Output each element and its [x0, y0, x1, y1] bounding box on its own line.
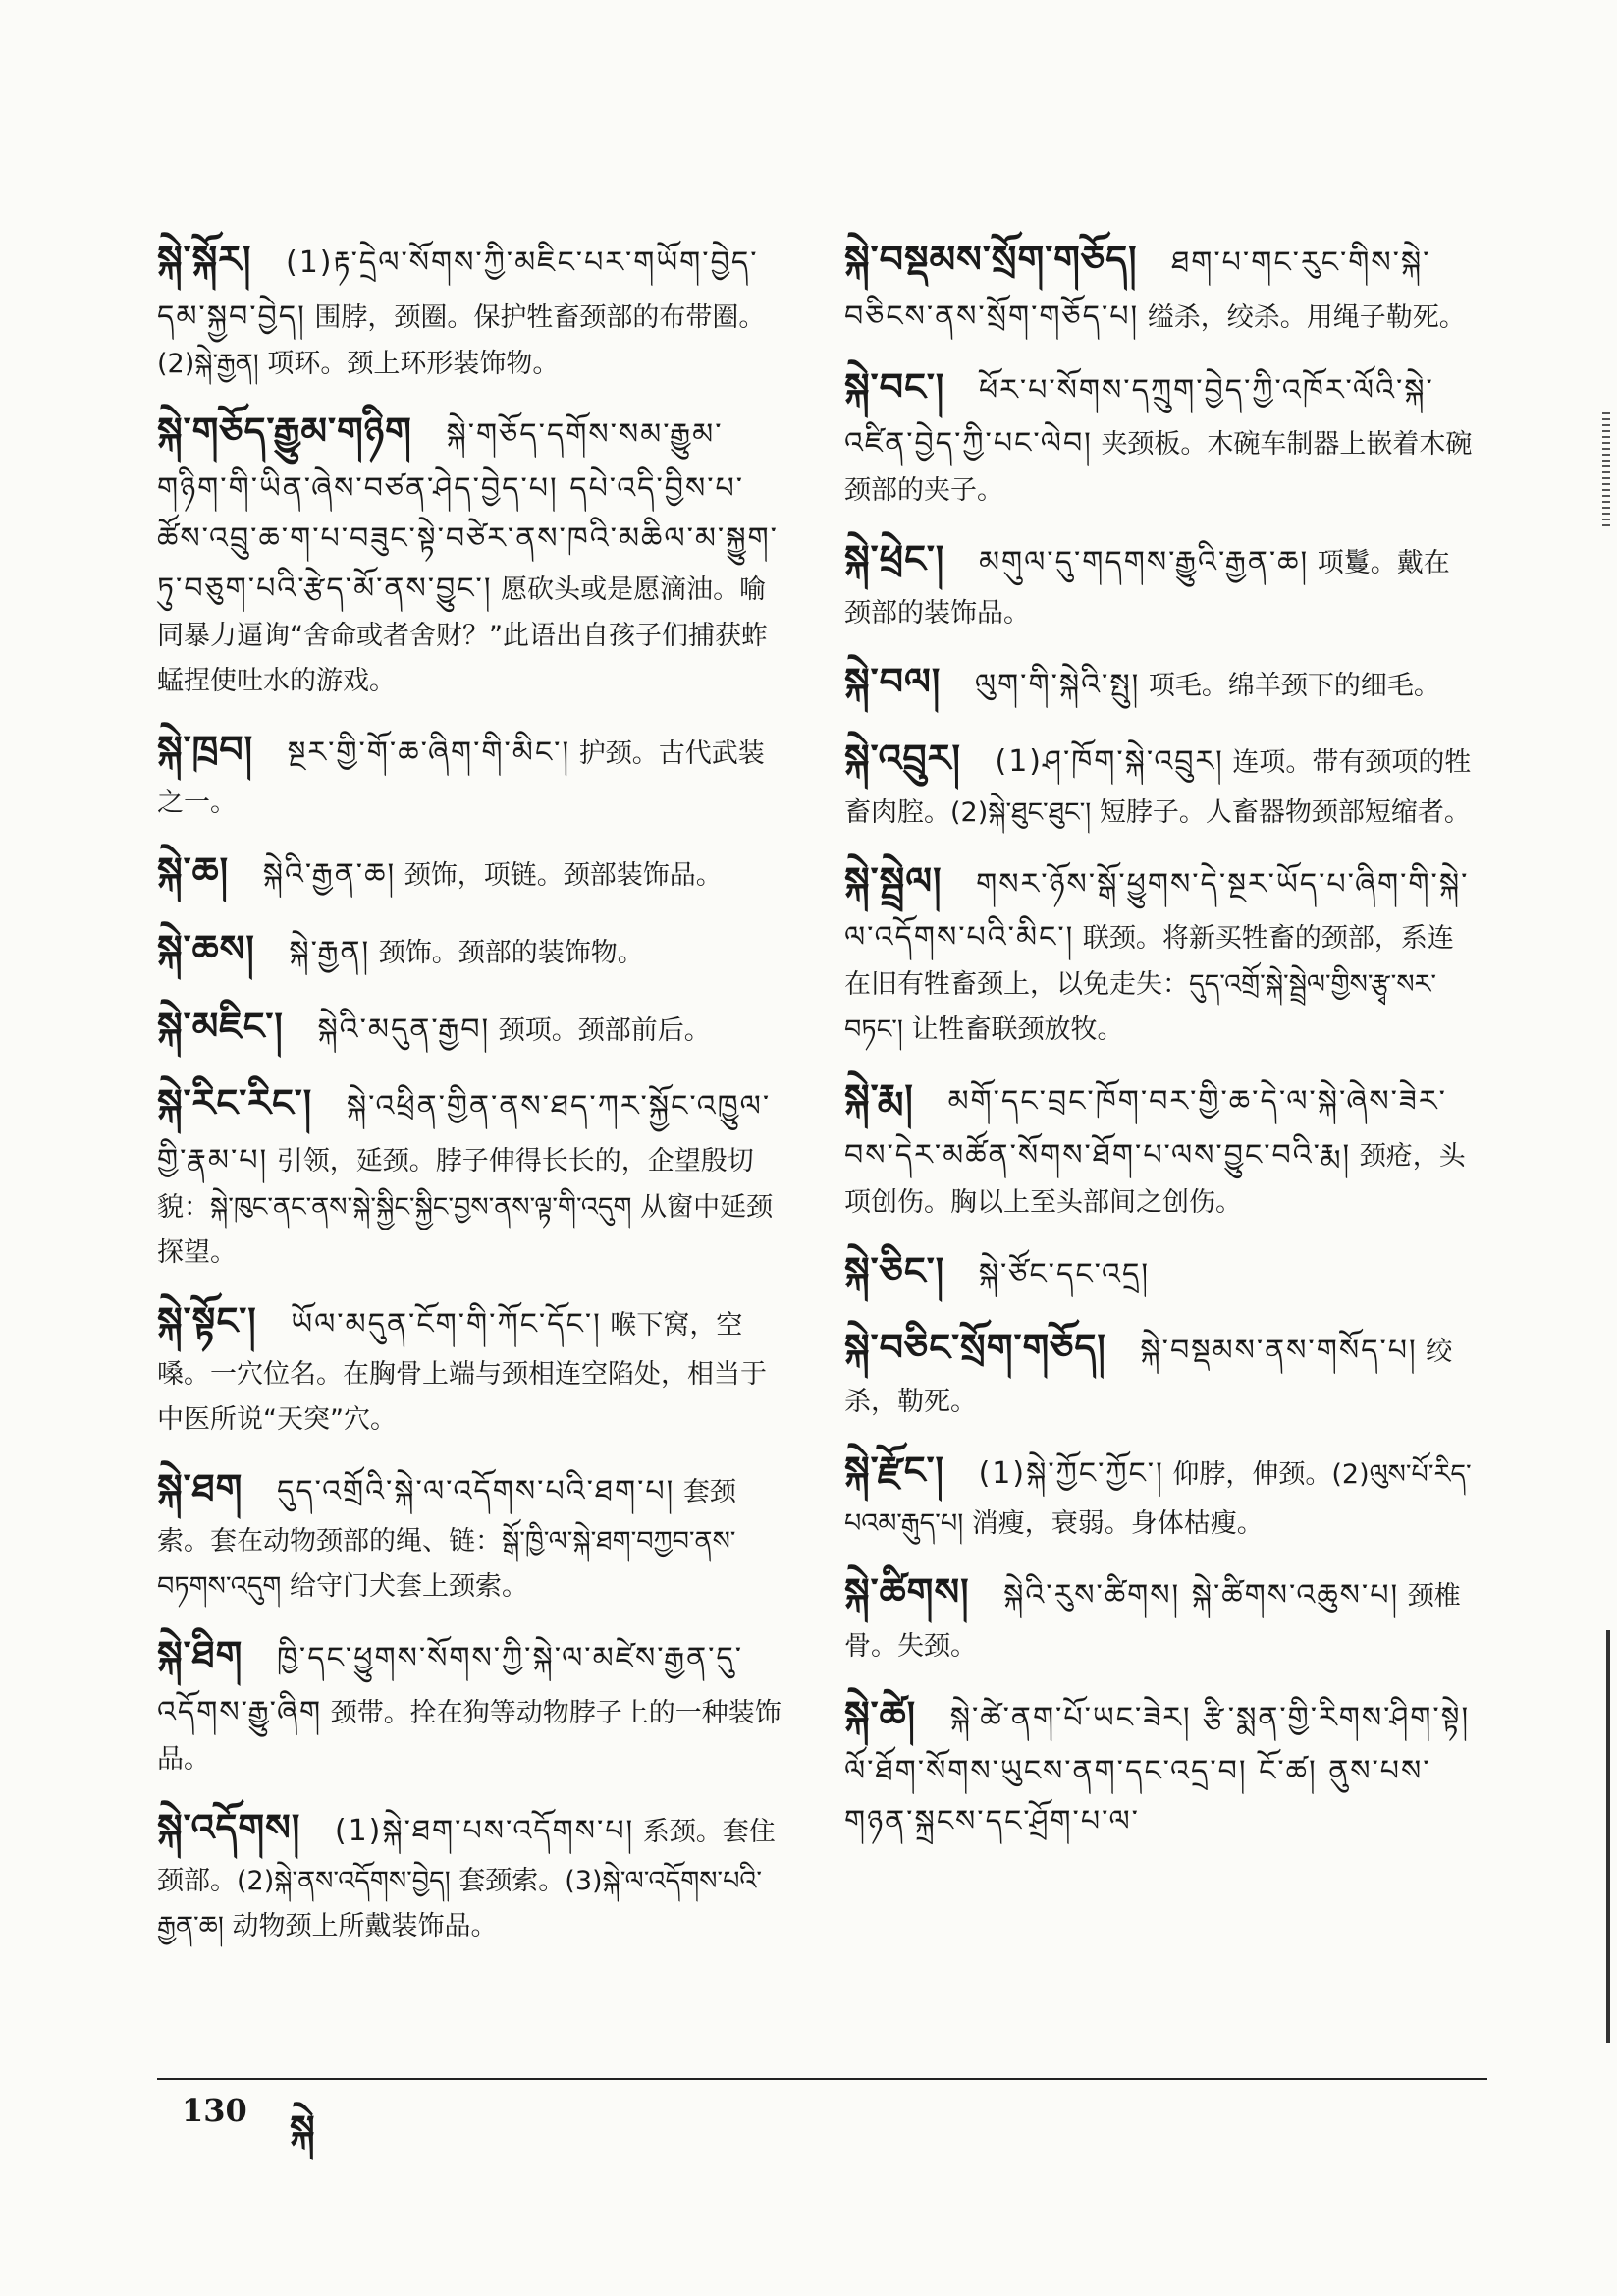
dictionary-entry [157, 1796, 785, 1949]
footer-rule [157, 2078, 1487, 2080]
dictionary-entry [157, 228, 785, 386]
page-letter: སྐེ [290, 2107, 315, 2151]
headword: སྐེ་ཚིགས། [844, 1570, 970, 1614]
page-number: 130 [182, 2092, 247, 2129]
headword: སྐེ་ཐིག [157, 1633, 243, 1677]
headword: སྐེ་སྐོར། [157, 238, 252, 281]
margin-tick-marks [1602, 412, 1610, 530]
chinese-definition: 系颈。套住颈部。(2)སྐེ་ནས་འདོགས་བྱེད། 套颈索。(3)སྐེ་ལ་འདོགས་པའི་རྒྱན་ཆ། 动物颈上所戴装饰品。 [157, 1816, 776, 1942]
chinese-definition: 颈饰，项链。颈部装饰品。 [404, 860, 723, 892]
headword: སྐེ་ཆ། [157, 849, 230, 894]
dictionary-entry [844, 1239, 1473, 1303]
tibetan-definition: ཁྱི་དང་ཕྱུགས་སོགས་ཀྱི་སྐེ་ལ་མཛེས་རྒྱན་དུ་འདོགས་རྒྱུ་ཞིག [157, 1641, 744, 1729]
dictionary-entry [157, 718, 785, 826]
dictionary-entry [844, 650, 1473, 714]
headword: སྐེ་ཚེ། [844, 1692, 917, 1736]
dictionary-entry [157, 1623, 785, 1781]
chinese-definition: 夹颈板。木碗车制器上嵌着木碗颈部的夹子。 [844, 429, 1473, 507]
tibetan-definition: (1)ཤ་ཁོག་སྐེ་འབྲུར། [995, 744, 1224, 780]
headword: སྐེ་ཅིང་། [844, 1248, 945, 1292]
headword: སྐེ་རྫོང་། [844, 1448, 944, 1492]
dictionary-entry [844, 849, 1473, 1053]
dictionary-entry [844, 1066, 1473, 1225]
dictionary-entry [844, 228, 1473, 342]
dictionary-entry [844, 1560, 1473, 1668]
headword: སྐེ་སྦྲེལ། [844, 858, 943, 902]
chinese-definition: 引领，延颈。脖子伸得长长的，企望殷切貌：སྐེ་ཁུང་ནང་ནས་སྐེ་སྐྱིང་སྐྱིང་བྱས་ནས་ལྟ་གི་འདུག 从窗中延颈探望。 [157, 1145, 774, 1268]
dictionary-entry [157, 1456, 785, 1610]
tibetan-definition: (1)རྟ་དྲེལ་སོགས་ཀྱི་མཇིང་པར་གཡོག་བྱེད་དམ་སྐྱབ་བྱེད། [157, 246, 759, 334]
headword: སྐེ་བལ། [844, 659, 942, 703]
tibetan-definition: སྐེ་ཙོང་དང་འདྲ། [978, 1256, 1150, 1291]
chinese-definition: 联颈。将新买牲畜的颈部，系连在旧有牲畜颈上，以免走失：དུད་འགྲོ་སྐེ་སྦྲེལ་གྱིས་རྩྭ་སར་བཏང་། 让牲畜联颈放牧。 [844, 923, 1454, 1046]
headword: སྐེ་ཆས། [157, 926, 255, 970]
chinese-definition: 护颈。古代武装之一。 [157, 738, 765, 819]
chinese-definition: 愿砍头或是愿滴油。喻同暴力逼询“舍命或者舍财？”此语出自孩子们捕获蚱蜢捏使吐水的游戏。 [157, 574, 768, 696]
headword: སྐེ་བང་། [844, 364, 945, 409]
chinese-definition: 项毛。绵羊颈下的细毛。 [1148, 670, 1440, 701]
headword: སྐེ་གཅོད་རྒྱུམ་གཉིག [157, 410, 412, 454]
dictionary-entry [844, 1316, 1473, 1424]
headword: སྐེ་མཇིང་། [157, 1004, 284, 1048]
left-column [157, 228, 785, 1963]
headword: སྐེ་རྨ། [844, 1076, 914, 1121]
chinese-definition: 颈带。拴在狗等动物脖子上的一种装饰品。 [157, 1697, 782, 1775]
tibetan-definition: སྐེའི་རུས་ཚིགས། སྐེ་ཚིགས་འཆུས་པ། [1003, 1578, 1400, 1613]
tibetan-definition: སྐེ་རྒྱན། [289, 934, 371, 969]
dictionary-entry [157, 1071, 785, 1275]
chinese-definition: 缢杀，绞杀。用绳子勒死。 [1147, 301, 1466, 333]
tibetan-definition: མགུལ་དུ་གདགས་རྒྱུའི་རྒྱན་ཆ། [978, 545, 1310, 580]
dictionary-entry [157, 1289, 785, 1443]
dictionary-entry [844, 1683, 1473, 1847]
headword: སྐེ་འདོགས། [157, 1805, 301, 1849]
tibetan-definition: ཡོལ་མདུན་ངོག་གི་ཀོང་དོང་། [291, 1306, 602, 1341]
headword: སྐེ་ཐག [157, 1465, 243, 1509]
headword: སྐེ་བཅིང་སྲོག་གཅོད། [844, 1326, 1106, 1370]
chinese-definition: 仰脖，伸颈。(2)ལུས་པོ་རིད་པའམ་རྒུད་པ། 消瘦，衰弱。身体枯瘦。 [844, 1458, 1472, 1540]
headword: སྐེ་ཁྲབ། [157, 727, 254, 771]
tibetan-definition: གསར་ཉོས་སྒོ་ཕྱུགས་དེ་སྔར་ཡོད་པ་ཞིག་གི་སྐེ་ལ་འདོགས་པའི་མིང་། [844, 866, 1470, 956]
tibetan-definition: (1)སྐེ་ཐག་པས་འདོགས་པ། [334, 1813, 635, 1848]
tibetan-definition: དུད་འགྲོའི་སྐེ་ལ་འདོགས་པའི་ཐག་པ། [276, 1473, 675, 1508]
chinese-definition: 颈项。颈部前后。 [498, 1014, 711, 1046]
dictionary-entry [844, 727, 1473, 835]
dictionary-entry [844, 1439, 1473, 1547]
dictionary-entry [844, 355, 1473, 514]
right-column [844, 228, 1473, 1860]
tibetan-definition: ཐག་པ་གང་རུང་གིས་སྐེ་བཅིངས་ནས་སྲོག་གཅོད་པ། [844, 246, 1431, 334]
tibetan-definition: མགོ་དང་བྲང་ཁོག་བར་གྱི་ཆ་དེ་ལ་སྐེ་ཞེས་ཟེར་བས་དེར་མཚོན་སོགས་ཐོག་པ་ལས་བྱུང་བའི་རྨ། [844, 1084, 1447, 1173]
tibetan-definition: (1)སྐེ་ཀྱོང་ཀྱོང་། [978, 1455, 1164, 1491]
tibetan-definition: སྔར་གྱི་གོ་ཆ་ཞིག་གི་མིང་། [287, 735, 571, 770]
chinese-definition: 颈饰。颈部的装饰物。 [378, 937, 644, 968]
tibetan-definition: ལུག་གི་སྐེའི་སྤུ། [974, 667, 1141, 702]
chinese-definition: 绞杀，勒死。 [844, 1337, 1453, 1417]
tibetan-definition: ཕོར་པ་སོགས་དཀྲུག་བྱེད་ཀྱི་འཁོར་ལོའི་སྐེ་འཛིན་བྱེད་ཀྱི་པང་ལེབ། [844, 372, 1434, 462]
dictionary-entry [157, 840, 785, 903]
chinese-definition: 连项。带有颈项的牲畜肉腔。(2)སྐེ་ཐུང་ཐུང་། 短脖子。人畜器物颈部短缩者。 [844, 747, 1472, 828]
chinese-definition: 项鬘。戴在颈部的装饰品。 [844, 548, 1450, 629]
margin-bar [1606, 1630, 1610, 2043]
headword: སྐེ་འབྲུར། [844, 737, 961, 781]
headword: སྐེ་བསྡམས་སྲོག་གཅོད། [844, 238, 1138, 281]
tibetan-definition: སྐེ་ཚེ་ནག་པོ་ཡང་ཟེར། རྩི་སྨན་གྱི་རིགས་ཤིག་སྟེ། ལོ་ཐོག་སོགས་ཡུངས་ནག་དང་འདྲ་བ། ངོ་ཚ། ནུས་པས་གཉན་སྐྲངས་དང་ཤྲོག་པ་ལ་ [844, 1700, 1471, 1839]
tibetan-definition: སྐེ་གཅོད་དགོས་སམ་རྒྱུམ་གཉིག་གི་ཡིན་ཞེས་བཙན་ཤེད་བྱེད་པ། དཔེ་འདི་བྱིས་པ་ཚོས་འབྲུ་ཆ་ག་པ་བཟུང་སྟེ་བཙེར་ནས་ཁའི་མཆིལ་མ་སྐྱུག་ཏུ་བཅུག་པའི་རྩེད་མོ་ནས་བྱུང་། [157, 417, 779, 607]
chinese-definition: 套颈索。套在动物颈部的绳、链：སྒོ་ཁྱི་ལ་སྐེ་ཐག་བཀྱབ་ནས་བཏགས་འདུག 给守门犬套上颈索。 [157, 1476, 736, 1603]
headword: སྐེ་སྟོང་། [157, 1298, 257, 1342]
chinese-definition: 颈椎骨。失颈。 [844, 1581, 1461, 1662]
dictionary-entry [844, 527, 1473, 635]
chinese-definition: 喉下窝，空嗓。一穴位名。在胸骨上端与颈相连空陷处，相当于中医所说“天突”穴。 [157, 1309, 767, 1435]
tibetan-definition: སྐེའི་རྒྱན་ཆ། [262, 857, 397, 893]
dictionary-entry [157, 995, 785, 1059]
headword: སྐེ་ཕྲེང་། [844, 537, 945, 581]
dictionary-entry [157, 917, 785, 981]
dictionary-entry [157, 400, 785, 703]
tibetan-definition: སྐེ་བསྡམས་ནས་གསོད་པ། [1140, 1334, 1418, 1369]
headword: སྐེ་རིང་རིང་། [157, 1081, 313, 1125]
tibetan-definition: སྐེའི་མདུན་རྒྱབ། [317, 1011, 491, 1047]
tibetan-definition: སྐེ་འཕྲིན་གྱིན་ནས་ཐད་ཀར་སྐྱོང་འཁྱུལ་གྱི་རྣམ་པ། [157, 1089, 772, 1177]
chinese-definition: 围脖，颈圈。保护牲畜颈部的布带圈。(2)སྐེ་རྒྱན། 项环。颈上环形装饰物。 [157, 301, 766, 379]
chinese-definition: 颈疮，头项创伤。胸以上至头部间之创伤。 [844, 1140, 1466, 1218]
